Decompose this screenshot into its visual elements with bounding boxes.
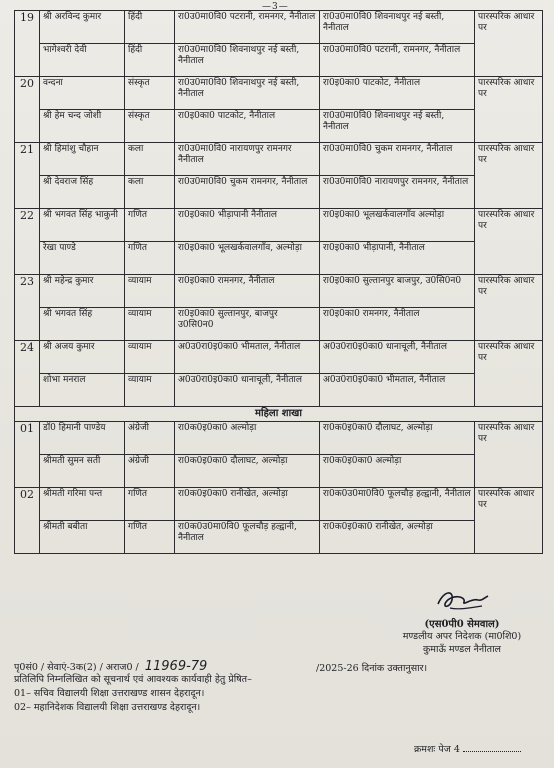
to-school-cell: रा0क0उ0मा0वि0 फूलचौड़ हल्द्वानी, नैनीताल bbox=[320, 488, 475, 521]
copy-item: 01– सचिव विद्यालयी शिक्षा उत्तराखण्ड शासन देहरादून। bbox=[14, 688, 205, 699]
from-school-cell: रा0क0इ0का0 दौलाघट, अल्मोड़ा bbox=[175, 455, 320, 488]
table-row bbox=[15, 488, 543, 521]
name-cell: डॉ0 हिमानी पाण्डेय bbox=[40, 422, 125, 455]
name-cell: श्री अरविन्द कुमार bbox=[40, 11, 125, 44]
continued-text: क्रमशः पेज 4 bbox=[414, 744, 460, 755]
remark-cell: पारस्परिक आधार पर bbox=[475, 275, 543, 341]
from-school-cell: रा0उ0मा0वि0 शिवनाथपुर नई बस्ती, नैनीताल bbox=[175, 44, 320, 77]
name-cell: रेखा पाण्डे bbox=[40, 242, 125, 275]
subject-cell: व्यायाम bbox=[125, 341, 175, 374]
table-row bbox=[15, 110, 543, 143]
to-school-cell: अ0उ0रा0इ0का0 भीमताल, नैनीताल bbox=[320, 374, 475, 407]
name-cell: श्री हेम चन्द जोशी bbox=[40, 110, 125, 143]
to-school-cell: रा0क0इ0का0 अल्मोड़ा bbox=[320, 455, 475, 488]
serial-number-cell: 19 bbox=[15, 11, 40, 77]
name-cell: शोभा मनराल bbox=[40, 374, 125, 407]
subject-cell: कला bbox=[125, 176, 175, 209]
to-school-cell: रा0क0इ0का0 दौलाघट, अल्मोड़ा bbox=[320, 422, 475, 455]
remark-cell: पारस्परिक आधार पर bbox=[475, 341, 543, 407]
from-school-cell: रा0इ0का0 पाटकोट, नैनीताल bbox=[175, 110, 320, 143]
subject-cell: गणित bbox=[125, 209, 175, 242]
from-school-cell: रा0इ0का0 भीड़ापानी नैनीताल bbox=[175, 209, 320, 242]
table-row bbox=[15, 308, 543, 341]
to-school-cell: रा0इ0का0 सुल्तानपुर बाजपुर, उ0सि0न0 bbox=[320, 275, 475, 308]
name-cell: श्रीमती बबीता bbox=[40, 521, 125, 554]
serial-number-cell: 24 bbox=[15, 341, 40, 407]
reference-line bbox=[14, 659, 213, 674]
signatory-office: कुमाऊँ मण्डल नैनीताल bbox=[423, 644, 501, 655]
serial-number-cell: 23 bbox=[15, 275, 40, 341]
to-school-cell: रा0इ0का0 पाटकोट, नैनीताल bbox=[320, 77, 475, 110]
transfer-table bbox=[14, 10, 543, 554]
from-school-cell: रा0इ0का0 सुल्तानपुर, बाजपुर उ0सि0न0 bbox=[175, 308, 320, 341]
copy-list bbox=[14, 673, 252, 715]
subject-cell: व्यायाम bbox=[125, 308, 175, 341]
copy-intro: प्रतिलिपि निम्नलिखित को सूचनार्थ एवं आवश्यक कार्यवाही हेतु प्रेषित– bbox=[14, 674, 252, 685]
table-row bbox=[15, 422, 543, 455]
name-cell: श्री भगवत सिंह bbox=[40, 308, 125, 341]
subject-cell: अंग्रेजी bbox=[125, 455, 175, 488]
serial-number-cell: 22 bbox=[15, 209, 40, 275]
signatory-designation: मण्डलीय अपर निदेशक (मा0शि0) bbox=[402, 631, 522, 642]
subject-cell: संस्कृत bbox=[125, 77, 175, 110]
table-row bbox=[15, 275, 543, 308]
name-cell: श्री हिमांशु चौहान bbox=[40, 143, 125, 176]
from-school-cell: रा0क0इ0का0 अल्मोड़ा bbox=[175, 422, 320, 455]
subject-cell: गणित bbox=[125, 242, 175, 275]
from-school-cell: रा0उ0मा0वि0 शिवनाथपुर नई बस्ती, नैनीताल bbox=[175, 77, 320, 110]
table-row bbox=[15, 176, 543, 209]
page-number: —3— bbox=[262, 2, 289, 12]
table-row bbox=[15, 455, 543, 488]
table-row bbox=[15, 521, 543, 554]
to-school-cell: रा0उ0मा0वि0 पटरानी, रामनगर, नैनीताल bbox=[320, 44, 475, 77]
reference-suffix: /2025-26 दिनांक उक्तानुसार। bbox=[316, 663, 428, 674]
to-school-cell: रा0उ0मा0वि0 शिवनाथपुर नई बस्ती, नैनीताल bbox=[320, 110, 475, 143]
remark-cell: पारस्परिक आधार पर bbox=[475, 422, 543, 488]
from-school-cell: रा0उ0मा0वि0 पटरानी, रामनगर, नैनीताल bbox=[175, 11, 320, 44]
subject-cell: व्यायाम bbox=[125, 275, 175, 308]
serial-number-cell: 20 bbox=[15, 77, 40, 143]
remark-cell: पारस्परिक आधार पर bbox=[475, 488, 543, 554]
to-school-cell: रा0इ0का0 रामनगर, नैनीताल bbox=[320, 308, 475, 341]
to-school-cell: अ0उ0रा0इ0का0 धानाचूली, नैनीताल bbox=[320, 341, 475, 374]
subject-cell: कला bbox=[125, 143, 175, 176]
dotted-line bbox=[463, 751, 521, 752]
table-row bbox=[15, 341, 543, 374]
to-school-cell: रा0क0इ0का0 रानीखेत, अल्मोड़ा bbox=[320, 521, 475, 554]
to-school-cell: रा0उ0मा0वि0 चुकम रामनगर, नैनीताल bbox=[320, 143, 475, 176]
reference-number: 11969-79 bbox=[144, 659, 208, 674]
name-cell: श्रीमती सुमन सती bbox=[40, 455, 125, 488]
serial-number-cell: 02 bbox=[15, 488, 40, 554]
table-row bbox=[15, 209, 543, 242]
from-school-cell: रा0उ0मा0वि0 चुकम रामनगर, नैनीताल bbox=[175, 176, 320, 209]
from-school-cell: रा0इ0का0 भूलखर्कवालगाँव, अल्मोड़ा bbox=[175, 242, 320, 275]
section-row bbox=[15, 407, 543, 422]
subject-cell: गणित bbox=[125, 488, 175, 521]
from-school-cell: रा0क0उ0मा0वि0 फूलचौड़ हल्द्वानी, नैनीताल bbox=[175, 521, 320, 554]
subject-cell: व्यायाम bbox=[125, 374, 175, 407]
remark-cell: पारस्परिक आधार पर bbox=[475, 209, 543, 275]
to-school-cell: रा0उ0मा0वि0 शिवनाथपुर नई बस्ती, नैनीताल bbox=[320, 11, 475, 44]
remark-cell: पारस्परिक आधार पर bbox=[475, 77, 543, 143]
name-cell: श्री महेन्द्र कुमार bbox=[40, 275, 125, 308]
table-row bbox=[15, 44, 543, 77]
subject-cell: गणित bbox=[125, 521, 175, 554]
to-school-cell: रा0इ0का0 भीड़ापानी, नैनीताल bbox=[320, 242, 475, 275]
table-row bbox=[15, 374, 543, 407]
subject-cell: हिंदी bbox=[125, 44, 175, 77]
signature-block bbox=[382, 586, 542, 656]
name-cell: श्रीमती गरिमा पन्त bbox=[40, 488, 125, 521]
from-school-cell: रा0इ0का0 रामनगर, नैनीताल bbox=[175, 275, 320, 308]
serial-number-cell: 01 bbox=[15, 422, 40, 488]
reference-prefix: पृ0सं0 / सेवाएं-3क(2) / अराज0 / bbox=[14, 662, 139, 673]
name-cell: भागेश्वरी देवी bbox=[40, 44, 125, 77]
table-row bbox=[15, 143, 543, 176]
continued-note bbox=[414, 742, 521, 755]
name-cell: श्री भगवत सिंह भाकुनी bbox=[40, 209, 125, 242]
name-cell: श्री देवराज सिंह bbox=[40, 176, 125, 209]
serial-number-cell: 21 bbox=[15, 143, 40, 209]
copy-item: 02– महानिदेशक विद्यालयी शिक्षा उत्तराखण्ड देहरादून। bbox=[14, 702, 201, 713]
signature-mark bbox=[432, 586, 492, 614]
table-row bbox=[15, 77, 543, 110]
name-cell: श्री अजय कुमार bbox=[40, 341, 125, 374]
from-school-cell: अ0उ0रा0इ0का0 धानाचूली, नैनीताल bbox=[175, 374, 320, 407]
subject-cell: संस्कृत bbox=[125, 110, 175, 143]
remark-cell: पारस्परिक आधार पर bbox=[475, 143, 543, 209]
section-title: महिला शाखा bbox=[15, 407, 543, 422]
subject-cell: अंग्रेजी bbox=[125, 422, 175, 455]
from-school-cell: अ0उ0रा0इ0का0 भीमताल, नैनीताल bbox=[175, 341, 320, 374]
from-school-cell: रा0उ0मा0वि0 नारायणपुर रामनगर नैनीताल bbox=[175, 143, 320, 176]
table-row bbox=[15, 242, 543, 275]
subject-cell: हिंदी bbox=[125, 11, 175, 44]
signatory-name: (एस0पी0 सेमवाल) bbox=[424, 619, 500, 630]
table-row bbox=[15, 11, 543, 44]
from-school-cell: रा0क0इ0का0 रानीखेत, अल्मोड़ा bbox=[175, 488, 320, 521]
name-cell: वन्दना bbox=[40, 77, 125, 110]
to-school-cell: रा0इ0का0 भूलखर्कवालगाँव अल्मोड़ा bbox=[320, 209, 475, 242]
remark-cell: पारस्परिक आधार पर bbox=[475, 11, 543, 77]
to-school-cell: रा0उ0मा0वि0 नारायणपुर रामनगर, नैनीताल bbox=[320, 176, 475, 209]
